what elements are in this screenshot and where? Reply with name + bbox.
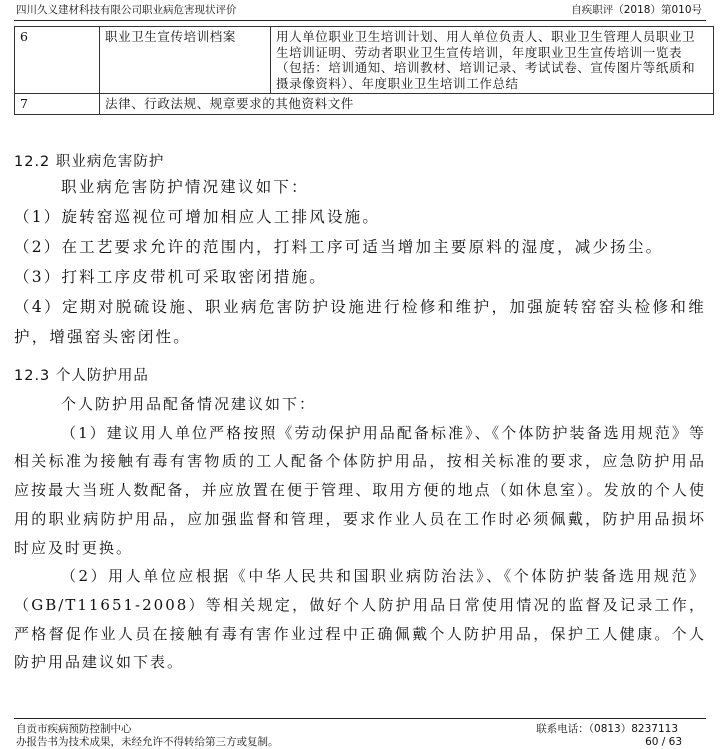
section-heading-12-3: 12.3 个人防护用品 [14, 368, 149, 384]
row-number: 6 [15, 27, 100, 94]
footer-organization: 自贡市疾病预防控制中心 [16, 723, 132, 735]
footer-page-number: 60 / 63 [645, 736, 682, 748]
page-footer [14, 718, 706, 749]
list-item: （3）打料工序皮带机可采取密闭措施。 [14, 268, 327, 286]
section-12-3-intro: 个人防护用品配备情况建议如下： [61, 395, 317, 413]
footer-phone: 联系电话：（0813）8237113 [536, 723, 678, 735]
document-list-table [14, 26, 714, 115]
row-item-content: 用人单位职业卫生培训计划、用人单位负责人、职业卫生管理人员职业卫生培训证明、劳动者职业卫生宣传培训，年度职业卫生宣传培训一览表（包括：培训通知、培训教材、培训记录、考试试卷、宣传图片等纸质和摄录像资料）、年度职业卫生培训工作总结 [271, 27, 714, 94]
section-12-2-body [14, 172, 706, 352]
list-item: （2）在工艺要求允许的范围内，打料工序可适当增加主要原料的湿度，减少扬尘。 [14, 238, 664, 256]
section-12-3-paragraph-2: （2）用人单位应根据《中华人民共和国职业病防治法》、《个体防护装备选用规范》（GB/T11651-2008）等相关规定，做好个人防护用品日常使用情况的监督及记录工作，严格督促作业人员在接触有毒有害作业过程中正确佩戴个人防护用品，保护工人健康。个人防护用品建议如下表。 [14, 567, 706, 672]
row-number: 7 [15, 94, 100, 115]
section-12-3-body [14, 390, 706, 677]
list-item: （1）旋转窑巡视位可增加相应人工排风设施。 [14, 208, 381, 226]
header-report-number: 自疾职评（2018）第010号 [571, 4, 702, 16]
section-12-3-paragraph-1: （1）建议用人单位严格按照《劳动保护用品配备标准》、《个体防护装备选用规范》等相关标准为接触有毒有害物质的工人配备个体防护用品，按相关标准的要求，应急防护用品应按最大当班人数配备，并应放置在便于管理、取用方便的地点（如休息室）。发放的个人使用的职业病防护用品，应加强监督和管理，要求作业人员在工作时必须佩戴，防护用品损坏时应及时更换。 [14, 423, 706, 557]
list-item: （4）定期对脱硫设施、职业病危害防护设施进行检修和维护，加强旋转窑窑头检修和维护，增强窑头密闭性。 [14, 298, 706, 346]
section-12-2-intro: 职业病危害防护情况建议如下： [61, 178, 309, 196]
header-report-title: 四川久义建材科技有限公司职业病危害现状评价 [16, 4, 237, 16]
footer-copyright-notice: 办报告书为技术成果，未经允许不得转给第三方或复制。 [16, 736, 279, 748]
table-row [15, 94, 714, 115]
row-item-name: 法律、行政法规、规章要求的其他资料文件 [100, 94, 714, 115]
page-header [14, 0, 706, 21]
row-item-name: 职业卫生宣传培训档案 [100, 27, 271, 94]
section-heading-12-2: 12.2 职业病危害防护 [14, 154, 165, 170]
table-row [15, 27, 714, 94]
